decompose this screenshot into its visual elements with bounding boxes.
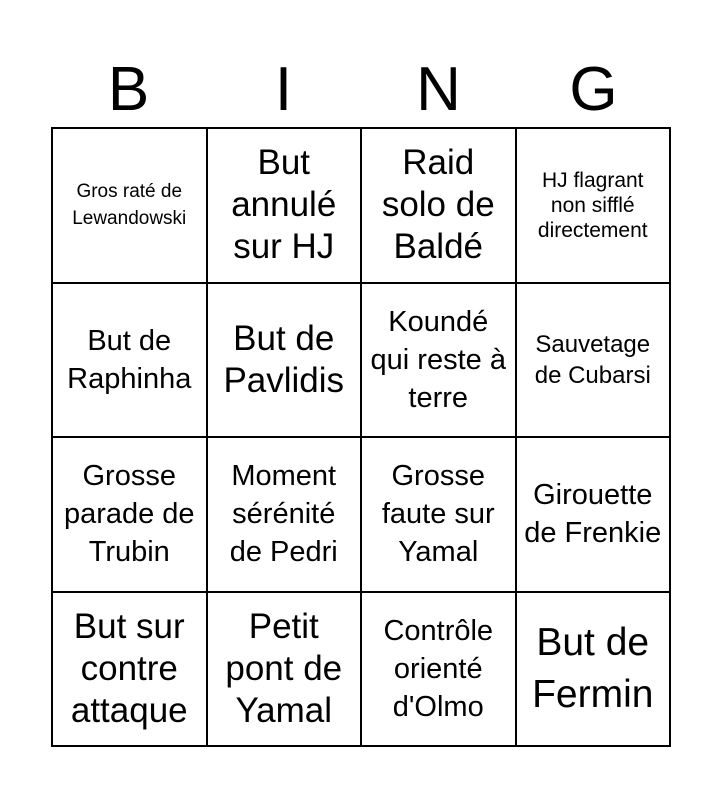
bingo-cell[interactable] bbox=[517, 593, 672, 748]
bingo-cell[interactable] bbox=[362, 593, 517, 748]
bingo-cell[interactable] bbox=[53, 593, 208, 748]
header-letter-g: G bbox=[569, 55, 618, 124]
bingo-cell[interactable] bbox=[53, 284, 208, 439]
bingo-cell[interactable] bbox=[208, 593, 363, 748]
header-letter-n: N bbox=[416, 55, 461, 124]
cell-label: But de Raphinha bbox=[67, 324, 192, 395]
cell-label: HJ flagrant non sifflé directement bbox=[537, 168, 648, 242]
bingo-header bbox=[51, 52, 671, 128]
bingo-cell[interactable] bbox=[517, 284, 672, 439]
cell-label: But de Pavlidis bbox=[223, 318, 345, 400]
cell-label: Grosse parade de Trubin bbox=[63, 460, 195, 569]
bingo-cell[interactable] bbox=[362, 284, 517, 439]
cell-label: But annulé sur HJ bbox=[231, 143, 337, 267]
bingo-cell[interactable] bbox=[208, 129, 363, 284]
bingo-board bbox=[51, 127, 671, 747]
cell-label: But de Fermin bbox=[532, 620, 654, 716]
bingo-cell[interactable] bbox=[53, 438, 208, 593]
cell-label: Grosse faute sur Yamal bbox=[381, 460, 495, 569]
cell-label: Raid solo de Baldé bbox=[381, 143, 495, 267]
cell-label: Moment sérénité de Pedri bbox=[229, 460, 338, 569]
bingo-cell[interactable] bbox=[53, 129, 208, 284]
cell-label: Koundé qui reste à terre bbox=[370, 305, 506, 414]
header-letter-b: B bbox=[107, 55, 150, 124]
cell-label: Gros raté de Lewandowski bbox=[72, 181, 187, 230]
bingo-cell[interactable] bbox=[208, 438, 363, 593]
cell-label: Sauvetage de Cubarsi bbox=[534, 330, 651, 389]
bingo-cell[interactable] bbox=[362, 129, 517, 284]
bingo-cell[interactable] bbox=[208, 284, 363, 439]
cell-label: Petit pont de Yamal bbox=[225, 606, 343, 730]
header-letter-i: I bbox=[274, 55, 293, 124]
cell-label: Girouette de Frenkie bbox=[524, 479, 662, 550]
bingo-cell[interactable] bbox=[517, 129, 672, 284]
cell-label: But sur contre attaque bbox=[70, 606, 188, 730]
bingo-cell[interactable] bbox=[517, 438, 672, 593]
cell-label: Contrôle orienté d'Olmo bbox=[383, 614, 494, 723]
bingo-cell[interactable] bbox=[362, 438, 517, 593]
